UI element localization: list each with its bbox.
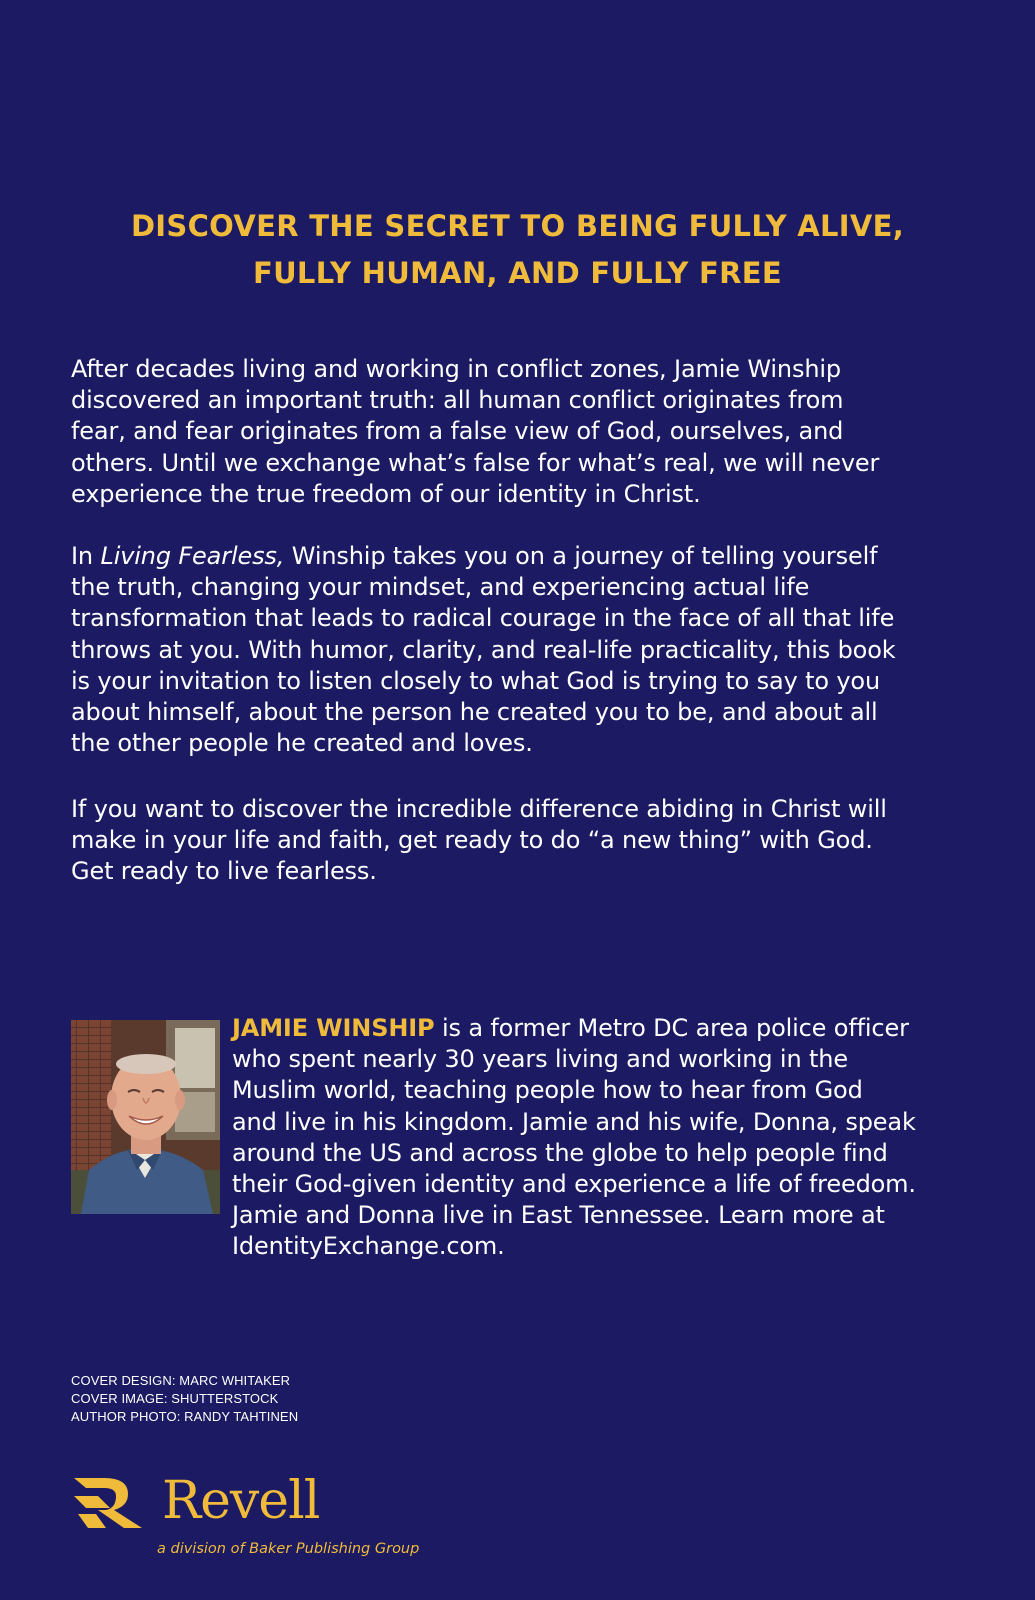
- publisher-name: Revell: [162, 1471, 320, 1531]
- text-line: discovered an important truth: all human conflict originates from: [71, 386, 844, 415]
- text-line: [232, 1013, 1022, 1044]
- headline: [0, 203, 1035, 297]
- credit-line: AUTHOR PHOTO: RANDY TAHTINEN: [71, 1409, 299, 1424]
- text-line: After decades living and working in conflict zones, Jamie Winship: [71, 355, 841, 383]
- text-line: IdentityExchange.com.: [232, 1232, 505, 1261]
- publisher-tagline: a division of Baker Publishing Group: [157, 1541, 420, 1557]
- text-line: about himself, about the person he created you to be, and about all: [71, 698, 878, 727]
- text-line: make in your life and faith, get ready to do “a new thing” with God.: [71, 826, 873, 855]
- text-line: Muslim world, teaching people how to hear from God: [232, 1076, 863, 1105]
- text-line: Jamie and Donna live in East Tennessee. Learn more at: [232, 1201, 885, 1230]
- text-line: the truth, changing your mindset, and experiencing actual life: [71, 573, 810, 602]
- book-title: Living Fearless,: [100, 542, 285, 570]
- headline-line: DISCOVER THE SECRET TO BEING FULLY ALIVE,: [130, 209, 905, 243]
- text-line: the other people he created and loves.: [71, 729, 533, 758]
- text-fragment: Winship takes you on a journey of telling yourself: [284, 542, 878, 570]
- text-line: others. Until we exchange what’s false for what’s real, we will never: [71, 448, 880, 477]
- description-paragraph-1: [71, 354, 971, 510]
- text-line: their God-given identity and experience a life of freedom.: [232, 1170, 916, 1199]
- author-photo: [71, 1020, 220, 1214]
- author-name: JAMIE WINSHIP: [232, 1014, 435, 1042]
- credit-line: COVER DESIGN: MARC WHITAKER: [71, 1373, 291, 1388]
- text-fragment: is a former Metro DC area police officer: [434, 1014, 909, 1042]
- text-line: Get ready to live fearless.: [71, 857, 377, 886]
- author-bio: [232, 1013, 1022, 1263]
- text-line: and live in his kingdom. Jamie and his wife, Donna, speak: [232, 1107, 916, 1136]
- text-line: experience the true freedom of our identity in Christ.: [71, 479, 701, 508]
- text-line: around the US and across the globe to help people find: [232, 1138, 888, 1167]
- publisher-logo: [70, 1470, 470, 1580]
- headline-line: FULLY HUMAN, AND FULLY FREE: [252, 256, 783, 290]
- credit-line: COVER IMAGE: SHUTTERSTOCK: [71, 1391, 279, 1406]
- text-line: is your invitation to listen closely to what God is trying to say to you: [71, 666, 881, 695]
- credits: [71, 1372, 298, 1426]
- text-line: transformation that leads to radical courage in the face of all that life: [71, 604, 895, 633]
- revell-mark-icon: [70, 1470, 150, 1530]
- text-line: If you want to discover the incredible difference abiding in Christ will: [71, 795, 887, 823]
- text-line: fear, and fear originates from a false view of God, ourselves, and: [71, 417, 844, 446]
- text-line: who spent nearly 30 years living and working in the: [232, 1045, 848, 1074]
- description-paragraph-2: [71, 541, 971, 759]
- text-fragment: In: [71, 542, 101, 570]
- text-line: throws at you. With humor, clarity, and real-life practicality, this book: [71, 635, 896, 664]
- text-line: [71, 541, 971, 572]
- description-paragraph-3: [71, 794, 971, 888]
